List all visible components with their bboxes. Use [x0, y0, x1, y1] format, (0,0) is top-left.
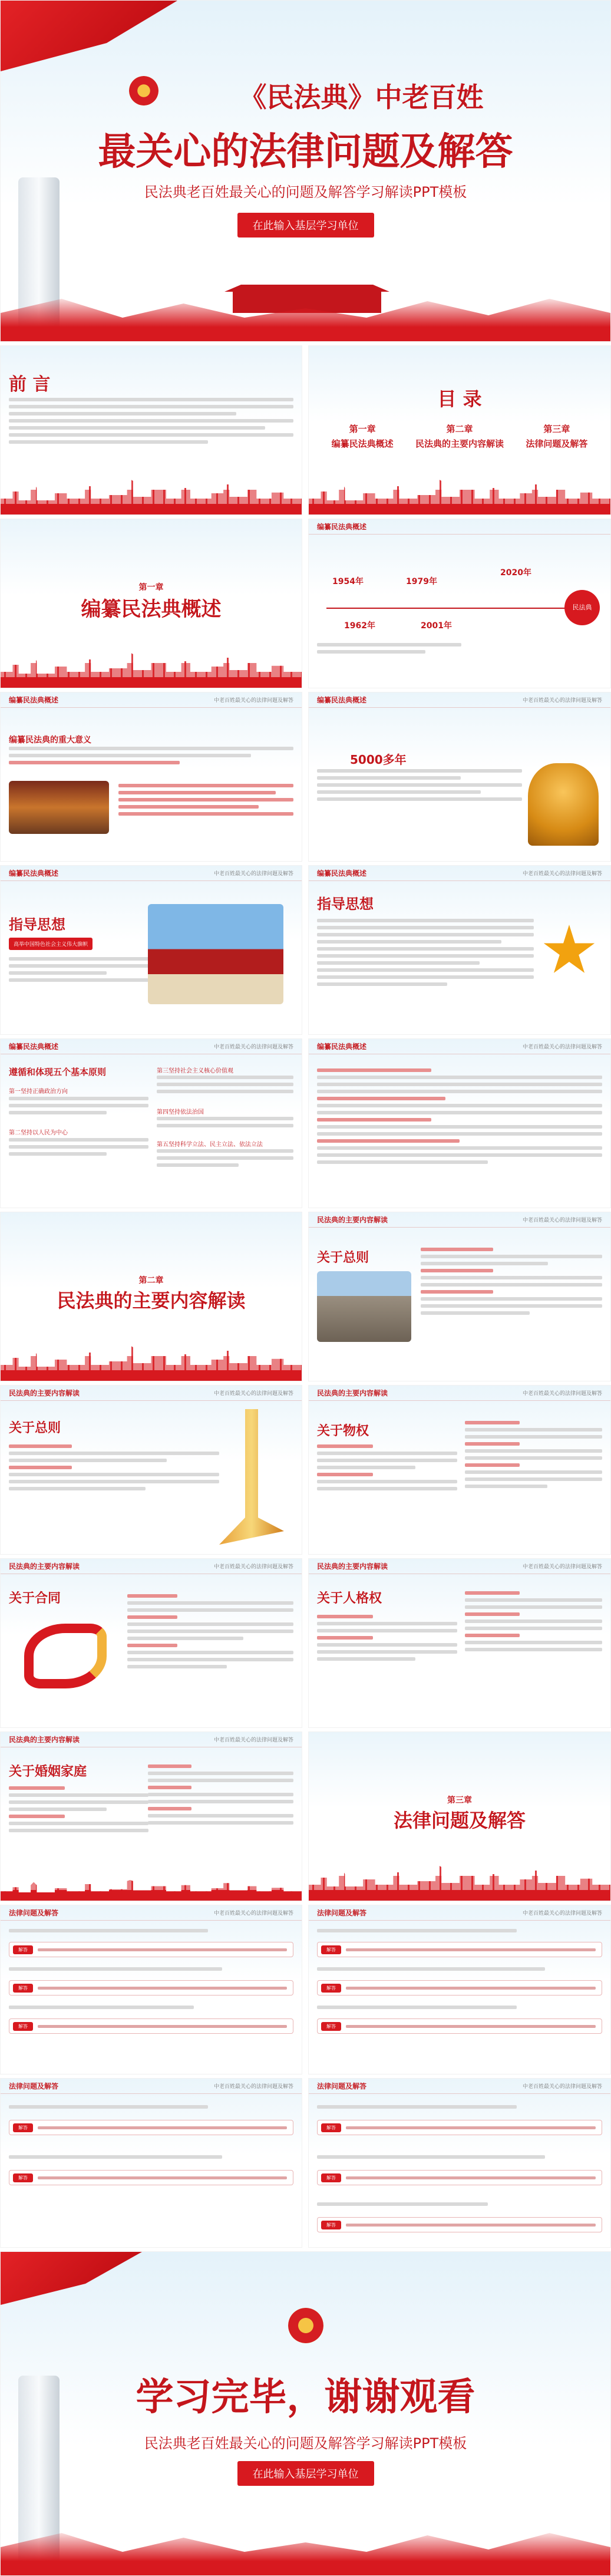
principle-text	[157, 1117, 293, 1131]
slide-header	[1, 1559, 302, 1574]
qa-slide-1	[0, 1905, 302, 2074]
timeline-year-1962: 1962年	[344, 621, 375, 631]
city-skyline	[1, 479, 302, 514]
header-title: 民法典的主要内容解读	[317, 1562, 388, 1571]
qa-question	[317, 2155, 602, 2162]
answer-label: 解答	[13, 2173, 33, 2182]
city-skyline	[309, 479, 610, 514]
property-text	[317, 1444, 457, 1494]
contract-text	[127, 1594, 293, 1672]
header-subtitle: 中老百姓最关心的法律问题及解答	[213, 1737, 293, 1743]
general2-title: 关于总则	[9, 1421, 61, 1436]
qa-question	[9, 1929, 293, 1936]
header-title: 编纂民法典概述	[9, 1043, 59, 1051]
guide2-text	[317, 919, 534, 989]
slide-header	[1, 1039, 302, 1054]
slide-header	[309, 692, 610, 708]
chapter1-slide	[0, 519, 302, 688]
header-subtitle: 中老百姓最关心的法律问题及解答	[213, 698, 293, 704]
personality-slide	[308, 1558, 611, 1728]
principle-text	[157, 1076, 293, 1097]
unit-button[interactable]: 在此输入基层学习单位	[237, 213, 374, 238]
cover-unit-wrap	[1, 213, 610, 238]
toc-list	[321, 423, 599, 450]
gold-star-icon	[543, 925, 596, 978]
end-slide	[0, 2251, 611, 2576]
answer-label: 解答	[321, 2221, 341, 2229]
monument-photo	[317, 1271, 411, 1342]
qa-question	[317, 1967, 602, 1974]
chapter2-slide	[0, 1212, 302, 1381]
chapter1-label: 第一章	[138, 583, 164, 592]
slide-header	[309, 2079, 610, 2094]
principle-item-2: 第二坚持以人民为中心	[9, 1130, 68, 1136]
principle-item-4: 第四坚持依法治国	[157, 1109, 204, 1116]
general1-title: 关于总则	[317, 1251, 369, 1265]
chapter1-title: 编纂民法典概述	[81, 598, 222, 621]
big-number: 5000多年	[350, 753, 407, 767]
qa-answer	[317, 1980, 602, 1996]
slide-header	[309, 1386, 610, 1401]
header-title: 民法典的主要内容解读	[317, 1216, 388, 1224]
property-text-right	[465, 1421, 602, 1492]
toc-label: 民法典的主要内容解读	[415, 438, 504, 449]
header-title: 民法典的主要内容解读	[9, 1389, 80, 1397]
city-skyline	[1, 1345, 302, 1381]
toc-chapter: 第二章	[446, 424, 473, 434]
slide-header	[309, 519, 610, 535]
general1-text	[421, 1248, 602, 1318]
meaning-text	[9, 747, 293, 768]
end-unit-wrap	[1, 2461, 610, 2486]
header-subtitle: 中老百姓最关心的法律问题及解答	[522, 1911, 602, 1917]
principle-heading: 遵循和体现五个基本原则	[9, 1067, 107, 1077]
answer-label: 解答	[321, 1984, 341, 1993]
timeline-year-2020: 2020年	[500, 568, 531, 578]
family-title: 关于婚姻家庭	[9, 1764, 87, 1779]
national-emblem-icon	[288, 2308, 323, 2343]
toc-chapter: 第一章	[349, 424, 376, 434]
ribbon-graphic	[24, 1624, 107, 1688]
answer-label: 解答	[13, 1945, 33, 1954]
slide-header	[309, 1212, 610, 1228]
principle2-text	[317, 1068, 602, 1167]
header-title: 民法典的主要内容解读	[317, 1389, 388, 1397]
header-title: 民法典的主要内容解读	[9, 1736, 80, 1744]
header-title: 民法典的主要内容解读	[9, 1562, 80, 1571]
header-subtitle: 中老百姓最关心的法律问题及解答	[522, 1218, 602, 1223]
red-flags-bottom	[1, 2528, 610, 2575]
family-slide	[0, 1731, 302, 1901]
timeline-year-1979: 1979年	[406, 577, 437, 586]
header-title: 法律问题及解答	[317, 1909, 367, 1917]
slide-header	[309, 1905, 610, 1921]
header-subtitle: 中老百姓最关心的法律问题及解答	[213, 871, 293, 877]
principle-text	[9, 1097, 148, 1118]
end-title: 学习完毕，谢谢观看	[136, 2375, 475, 2419]
qa-answer	[9, 2170, 293, 2185]
cover-title-line1: 《民法典》中老百姓	[239, 81, 484, 113]
preface-title: 前 言	[9, 374, 51, 395]
city-skyline	[1, 652, 302, 688]
principle-slide	[0, 1038, 302, 1208]
preface-slide	[0, 345, 302, 515]
toc-label: 编纂民法典概述	[331, 438, 394, 449]
header-title: 法律问题及解答	[9, 2082, 59, 2090]
header-title: 编纂民法典概述	[9, 696, 59, 704]
toc-title: 目 录	[437, 388, 482, 410]
header-subtitle: 中老百姓最关心的法律问题及解答	[213, 1564, 293, 1570]
meaning-bullets	[118, 784, 293, 819]
timeline-year-1954: 1954年	[332, 577, 364, 586]
answer-label: 解答	[13, 2022, 33, 2031]
toc-item-1[interactable]	[332, 423, 394, 450]
principle-text	[157, 1149, 293, 1170]
chapter3-title: 法律问题及解答	[393, 1809, 526, 1832]
header-title: 编纂民法典概述	[317, 523, 367, 531]
end-subtitle: 民法典老百姓最关心的问题及解答学习解读PPT模板	[144, 2435, 467, 2452]
family-text-right	[148, 1764, 293, 1828]
header-subtitle: 中老百姓最关心的法律问题及解答	[522, 2084, 602, 2090]
qa-question	[9, 2006, 293, 2013]
toc-item-3[interactable]	[526, 423, 587, 450]
answer-label: 解答	[321, 2123, 341, 2132]
chapter3-label: 第三章	[447, 1796, 472, 1805]
contract-slide	[0, 1558, 302, 1728]
answer-label: 解答	[321, 2022, 341, 2031]
civil-code-badge: 民法典	[564, 590, 600, 625]
header-subtitle: 中老百姓最关心的法律问题及解答	[522, 1044, 602, 1050]
preface-text	[9, 398, 293, 447]
general2-text	[9, 1444, 219, 1494]
chapter2-label: 第二章	[138, 1276, 164, 1285]
principle-text	[9, 1138, 148, 1159]
qa-answer	[9, 2018, 293, 2034]
answer-label: 解答	[13, 2123, 33, 2132]
header-subtitle: 中老百姓最关心的法律问题及解答	[213, 1911, 293, 1917]
timeline-year-2001: 2001年	[421, 621, 452, 631]
toc-slide	[308, 345, 611, 515]
congress-hall-photo	[9, 781, 109, 834]
qa-answer	[317, 2018, 602, 2034]
principle-item-3: 第三坚持社会主义核心价值观	[157, 1068, 233, 1074]
slide-header	[1, 1905, 302, 1921]
city-skyline	[1, 1880, 302, 1901]
answer-label: 解答	[13, 1984, 33, 1993]
qa-answer	[9, 2120, 293, 2135]
slide-header	[1, 1732, 302, 1747]
header-title: 编纂民法典概述	[317, 696, 367, 704]
guide-caption: 高举中国特色社会主义伟大旗帜	[9, 938, 93, 950]
timeline-notes	[317, 643, 557, 657]
header-subtitle: 中老百姓最关心的法律问题及解答	[213, 1044, 293, 1050]
chapter2-title: 民法典的主要内容解读	[57, 1289, 246, 1312]
cover-title-line2: 最关心的法律问题及解答	[98, 130, 513, 174]
guide2-title: 指导思想	[317, 896, 374, 912]
qa-answer	[9, 1942, 293, 1957]
general2-slide	[0, 1385, 302, 1555]
property-title: 关于物权	[317, 1424, 369, 1439]
tiananmen-gate	[224, 266, 389, 313]
slide-header	[1, 692, 302, 708]
answer-label: 解答	[321, 2173, 341, 2182]
qa-answer	[317, 2217, 602, 2232]
qa-answer	[317, 1942, 602, 1957]
qa-answer	[9, 1980, 293, 1996]
timeline-slide	[308, 519, 611, 688]
unit-button[interactable]: 在此输入基层学习单位	[237, 2461, 374, 2486]
header-title: 法律问题及解答	[317, 2082, 367, 2090]
timeline-line	[326, 608, 569, 609]
slide-header	[309, 1559, 610, 1574]
qa-slide-3	[0, 2078, 302, 2248]
header-subtitle: 中老百姓最关心的法律问题及解答	[522, 871, 602, 877]
qa-question	[9, 1967, 293, 1974]
qa-question	[317, 1929, 602, 1936]
personality-text-right	[465, 1591, 602, 1655]
number-text	[317, 769, 522, 804]
cover-subtitle: 民法典老百姓最关心的问题及解答学习解读PPT模板	[144, 184, 467, 200]
header-title: 编纂民法典概述	[9, 869, 59, 878]
toc-label: 法律问题及解答	[526, 438, 588, 449]
toc-item-2[interactable]	[415, 423, 504, 450]
qa-question	[9, 2105, 293, 2112]
qa-slide-2	[308, 1905, 611, 2074]
contract-title: 关于合同	[9, 1591, 61, 1606]
qa-question	[317, 2006, 602, 2013]
red-flag-decoration	[1, 2252, 142, 2305]
guide2-slide	[308, 865, 611, 1035]
guide1-slide	[0, 865, 302, 1035]
city-skyline	[309, 1865, 610, 1901]
number-slide	[308, 692, 611, 862]
slide-header	[309, 1039, 610, 1054]
header-title: 法律问题及解答	[9, 1909, 59, 1917]
header-title: 编纂民法典概述	[317, 1043, 367, 1051]
general1-slide	[308, 1212, 611, 1381]
qa-answer	[317, 2120, 602, 2135]
qa-question	[9, 2155, 293, 2162]
stone-lion-image	[528, 763, 599, 846]
qa-answer	[317, 2170, 602, 2185]
family-text	[9, 1786, 148, 1836]
header-title: 编纂民法典概述	[317, 869, 367, 878]
guide-text	[9, 957, 148, 985]
meaning-heading: 编纂民法典的重大意义	[9, 735, 91, 745]
property-slide	[308, 1385, 611, 1555]
guide-title: 指导思想	[9, 916, 65, 933]
principle2-slide	[308, 1038, 611, 1208]
principle-item-5: 第五坚持科学立法、民主立法、依法立法	[157, 1142, 263, 1148]
qa-slide-4	[308, 2078, 611, 2248]
slide-header	[309, 866, 610, 881]
header-subtitle: 中老百姓最关心的法律问题及解答	[522, 698, 602, 704]
red-ribbon-pillar	[219, 1409, 284, 1545]
answer-label: 解答	[321, 1945, 341, 1954]
personality-text	[317, 1615, 457, 1664]
toc-chapter: 第三章	[543, 424, 570, 434]
slide-header	[1, 866, 302, 881]
cover-slide	[0, 0, 611, 342]
header-subtitle: 中老百姓最关心的法律问题及解答	[213, 2084, 293, 2090]
meaning-slide	[0, 692, 302, 862]
principle-item-1: 第一坚持正确政治方向	[9, 1089, 68, 1095]
personality-title: 关于人格权	[317, 1591, 382, 1606]
qa-question	[317, 2105, 602, 2112]
chapter3-slide	[308, 1731, 611, 1901]
header-subtitle: 中老百姓最关心的法律问题及解答	[522, 1391, 602, 1397]
qa-question	[317, 2202, 602, 2209]
header-subtitle: 中老百姓最关心的法律问题及解答	[522, 1564, 602, 1570]
header-subtitle: 中老百姓最关心的法律问题及解答	[213, 1391, 293, 1397]
red-flag-decoration	[1, 1, 177, 71]
slide-header	[1, 1386, 302, 1401]
tiananmen-photo	[148, 904, 283, 1004]
slide-header	[1, 2079, 302, 2094]
